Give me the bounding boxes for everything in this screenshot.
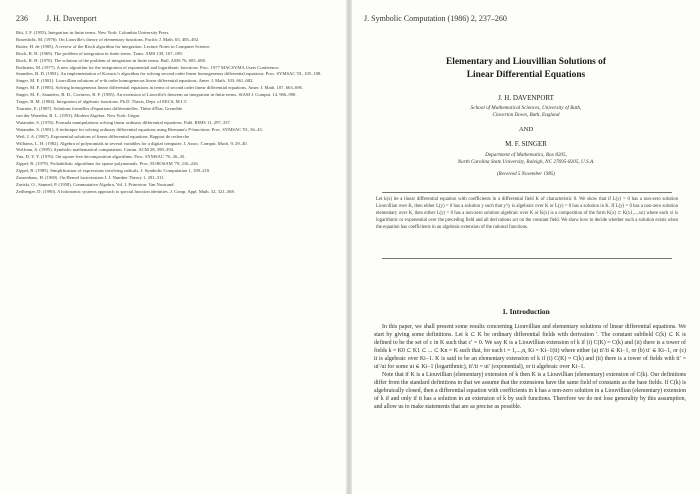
reference-entry: Ruiter, H. de (1985). A review of the Risch algorithm for integration. Lecture Notes in Computer Science.	[16, 43, 211, 49]
reference-entry: Zeilberger, D. (1990). A holonomic systems approach to special function identities. J. Comp. Appl. Math. 32, 321–368.	[16, 188, 235, 194]
reference-entry: Watanabe, S. (1981). A technique for solving ordinary differential equations using Riemann's P-functions. Proc. SYMSAC '81, 36–43.	[16, 126, 263, 132]
reference-entry: Trager, B. M. (1984). Integration of algebraic functions. Ph.D. Thesis, Dept. of EECS, M.I.T.	[16, 99, 188, 105]
left-page	[0, 0, 346, 494]
abstract-top-rule	[382, 192, 672, 193]
section-heading-introduction: 1. Introduction	[502, 307, 550, 316]
article-title-line-1: Elementary and Liouvillian Solutions of	[446, 57, 606, 67]
reference-entry: Ritt, J. F. (1955). Integration in finite terms. New York: Columbia University Press.	[16, 30, 170, 35]
affiliation-ncsu-line-2: North Carolina State University, Raleigh, NC 27695-8205, U.S.A.	[457, 159, 595, 165]
reference-entry: Watanabe, S. (1976). Formula manipulations solving linear ordinary differential equations. Publ. RIMS 11, 297–337.	[16, 119, 231, 125]
reference-entry: Weil, J. A. (1987). Exponential solutions of linear differential equations. Rapport de recherche.	[16, 133, 191, 139]
author-singer: M. F. SINGER	[505, 140, 547, 148]
reference-entry: Tournier, E. (1987). Solutions formelles d'équations différentielles. Thèse d'État, Grenoble.	[16, 105, 184, 111]
reference-entry: Williams, L. H. (1982). Algebra of polynomials in several variables for a digital computer. J. Assoc. Comput. Mach. 9, 29–40.	[16, 140, 248, 146]
reference-entry: Risch, R. H. (1970). The solution of the problem of integration in finite terms. Bull. AMS 76, 605–608.	[16, 57, 206, 63]
reference-entry: Yun, D. Y. Y. (1976). On square-free decomposition algorithms. Proc. SYMSAC '76, 26–35.	[16, 154, 186, 160]
reference-entry: Zippel, R. (1979). Probabilistic algorithms for sparse polynomials. Proc. EUROSAM '79, 216–226.	[16, 161, 199, 167]
reference-entry: Wolfram, S. (1985). Symbolic mathematical computation. Comm. ACM 28, 390–394.	[16, 147, 175, 153]
abstract-bottom-rule	[382, 258, 672, 259]
reference-entry: Singer, M. F., Saunders, B. D., Caviness, B. F. (1985). An extension of Liouville's theorem on integration in finite terms. SIAM J. Comput. 14, 966–990.	[16, 92, 297, 98]
right-page	[352, 0, 700, 494]
reference-entry: van der Waerden, B. L. (1953). Modern Algebra. New York: Ungar.	[16, 112, 141, 118]
affiliation-bath-line-1: School of Mathematical Sciences, University of Bath,	[470, 105, 582, 111]
intro-paragraph: In this paper, we shall present some results concerning Liouvillian and elementary solutions of linear differential equations. We start by giving some definitions. Let k ⊂ K be ordinary differential fields with derivation ′. The constant subfield C(k) ⊂ K is defined to be the set of c in K such that c′ = 0. We say K is a Liouvillian extension of k if (i) C(K) = C(k) and (ii) there is a tower of fields k = K0 ⊂ K1 ⊂ ... ⊂ Kn = K such that, for each i = 1,...,n, Ki = Ki−1(ti) where either (a) ti′/ti ∈ Ki−1, or (b) ti′ ∈ Ki−1, or (c) ti is algebraic over Ki−1. K is said to be an elementary extension of k if (i) C(K) = C(k) and (ii) there is a tower of fields with ti′ = ui′/ui for some ui ∈ Ki−1 (logarithmic), ti′/ti = ui′ (exponential), or ti algebraic over Ki−1.	[374, 324, 686, 371]
reference-entry: Singer, M. F. (1985). Solving homogeneous linear differential equations in terms of second order linear differential equations. Amer. J. Math. 107, 663–696.	[16, 85, 303, 91]
introduction-body	[374, 323, 686, 412]
received-date: (Received 5 November 1985)	[496, 172, 556, 177]
reference-entry: Zassenhaus, H. (1969). On Hensel factorization I. J. Number Theory 1, 291–311.	[16, 175, 165, 181]
intro-paragraph: Note that if K is a Liouvillian (elementary) extension of k then K is a Liouvillian (elementary) extension of C(k). Our definitions differ from the standard definitions in that we assume that the extensions have the same field of constants as the base fields. If C(k) is algebraically closed, then a differential equation with coefficients in k has a non-zero solution in a Liouvillian (elementary) extension of k if and only if it has a solution in an extension of k by such functions. Therefore we do not lose generality by this assumption, and allow us to make statements that are as precise as possible.	[374, 372, 686, 411]
left-running-head	[16, 14, 97, 23]
reference-entry: Risch, R. H. (1969). The problem of integration in finite terms. Trans. AMS 139, 167–189.	[16, 50, 183, 56]
article-title-line-2: Linear Differential Equations	[466, 70, 586, 80]
affiliation-bath-line-2: Claverton Down, Bath, England	[492, 112, 560, 118]
reference-entry: Zariski, O., Samuel, P. (1958). Commutative Algebra, Vol. I. Princeton: Van Nostrand.	[16, 181, 175, 187]
reference-entry: Rosenlicht, M. (1976). On Liouville's theory of elementary functions. Pacific J. Math. 65, 485–492.	[16, 36, 200, 42]
abstract: Let k(x) be a linear differential equation with coefficients in a differential field K of characteristic 0. We show that if L(y) = 0 has a non-zero solution Liouvillian over K, then either L(y) = 0 has a solution y such that y'/y is algebraic over K or L(y) = 0 has a solution in K. If L(y) = 0 has a non-zero solution elementary over K, then either L(y) = 0 has a non-zero solution algebraic over K or K(x) is a composition of the form K(x) ⊂ K(x1,...,xn) where each xi is logarithmic or exponential over the preceding field and all derivations act on the constant field. We show how to decide whether such a solution exists when the equation has coefficients in an algebraic extension of the rational functions.	[376, 197, 678, 230]
left-running-head-author: J. H. Davenport	[46, 14, 97, 23]
reference-entry: Rothstein, M. (1977). A new algorithm for the integration of exponential and logarithmic functions. Proc. 1977 MACSYMA Users Conference.	[16, 64, 280, 70]
right-running-head: J. Symbolic Computation (1986) 2, 237–260	[364, 14, 507, 23]
author-davenport: J. H. DAVENPORT	[498, 94, 554, 102]
affiliation-ncsu-line-1: Department of Mathematics, Box 8205,	[485, 152, 567, 158]
reference-entry: Singer, M. F. (1981). Liouvillian solutions of n-th order homogeneous linear differential equations. Amer. J. Math. 103, 661–682.	[16, 78, 254, 84]
references-list	[16, 30, 334, 196]
left-page-number: 236	[16, 14, 28, 23]
reference-entry: Zippel, R. (1985). Simplification of expressions involving radicals. J. Symbolic Computation 1, 189–210.	[16, 168, 211, 174]
reference-entry: Saunders, B. D. (1981). An implementation of Kovacic's algorithm for solving second order linear homogeneous differential equations. Proc. SYMSAC '81, 105–108.	[16, 71, 322, 77]
author-conjunction: AND	[518, 126, 534, 133]
